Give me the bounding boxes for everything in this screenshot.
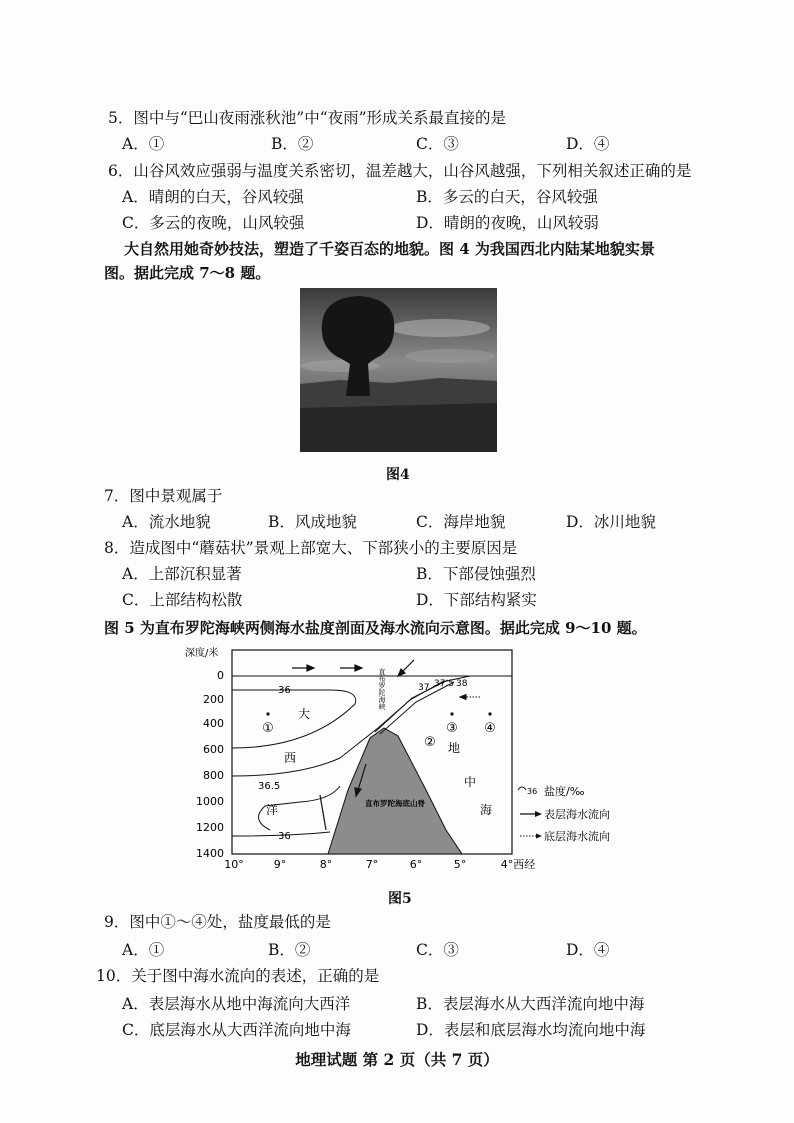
isoline-label: 37.5 — [434, 679, 455, 689]
point-4-label: ④ — [484, 721, 496, 736]
atlantic-label: 大 — [298, 707, 311, 721]
bottom-flow-arrowhead — [460, 695, 466, 700]
legend-isoline-symbol — [518, 787, 526, 790]
q6-option-c: C．多云的夜晚，山风较强 — [122, 214, 305, 232]
atlantic-label: 洋 — [266, 803, 279, 817]
surface-flow-arrow — [402, 660, 414, 672]
isoline-37-5 — [380, 682, 454, 734]
isoline-label: 36.5 — [258, 781, 281, 792]
ridge-label: 直布罗陀海底山脊 — [365, 799, 425, 808]
q6-option-a: A．晴朗的白天，谷风较强 — [122, 188, 304, 206]
seabed-ridge — [328, 728, 462, 854]
legend-surface-flow: 表层海水流向 — [544, 808, 610, 821]
intro-7-8-line1: 大自然用她奇妙技法，塑造了千姿百态的地貌。图 4 为我国西北内陆某地貌实景 — [124, 240, 655, 258]
q6-option-b: B．多云的白天，谷风较强 — [416, 188, 598, 206]
q10-option-d: D．表层和底层海水均流向地中海 — [416, 1021, 646, 1039]
q8-option-b: B．下部侵蚀强烈 — [416, 565, 536, 583]
q7-option-c: C．海岸地貌 — [416, 513, 506, 531]
salinity-profile-figure — [180, 640, 610, 880]
surface-flow-arrowhead — [307, 665, 314, 671]
med-label: 地 — [448, 741, 461, 755]
point-1-label: ① — [262, 721, 274, 736]
fig5-ytick: 0 — [217, 669, 224, 682]
q8-option-c: C．上部结构松散 — [122, 591, 243, 609]
surface-flow-arrow — [320, 795, 326, 830]
q7-stem: 7．图中景观属于 — [104, 487, 223, 505]
q9-option-a: A．① — [122, 941, 165, 959]
fig5-xtick: 9° — [273, 858, 287, 871]
point-1-dot — [266, 712, 269, 715]
q10-option-a: A．表层海水从地中海流向大西洋 — [122, 995, 351, 1013]
q6-stem: 6．山谷风效应强弱与温度关系密切，温差越大，山谷风越强，下列相关叙述正确的是 — [108, 162, 692, 180]
legend-bottom-arrowhead — [536, 834, 542, 839]
q5-option-d: D．④ — [566, 135, 610, 153]
q9-option-d: D．④ — [566, 941, 610, 959]
q5-stem: 5．图中与“巴山夜雨涨秋池”中“夜雨”形成关系最直接的是 — [108, 109, 507, 127]
fig4-caption: 图4 — [386, 467, 410, 483]
fig5-ytick: 400 — [203, 717, 224, 730]
q8-option-a: A．上部沉积显著 — [122, 565, 242, 583]
q10-stem: 10．关于图中海水流向的表述，正确的是 — [96, 967, 380, 985]
fig5-ytick: 600 — [203, 743, 224, 756]
q6-option-d: D．晴朗的夜晚，山风较弱 — [416, 214, 599, 232]
fig5-xtick: 5° — [453, 858, 467, 871]
legend-surface-arrowhead — [535, 811, 542, 817]
fig5-xtick: 6° — [409, 858, 423, 871]
atlantic-label: 西 — [284, 751, 297, 765]
q8-stem: 8．造成图中“蘑菇状”景观上部宽大、下部狭小的主要原因是 — [104, 539, 518, 557]
intro-9-10: 图 5 为直布罗陀海峡两侧海水盐度剖面及海水流向示意图。据此完成 9～10 题。 — [104, 619, 647, 637]
med-label: 海 — [480, 803, 493, 817]
fig5-ylabel: 深度/米 — [185, 648, 219, 659]
isoline-label: 37 — [418, 683, 430, 693]
surface-flow-arrowhead — [355, 665, 362, 671]
fig5-xtick: 4°西经 — [500, 858, 536, 871]
fig5-ytick: 1200 — [196, 821, 224, 834]
isoline-label: 36 — [278, 831, 291, 842]
fig5-ytick: 1400 — [196, 847, 224, 860]
fig5-ytick: 200 — [203, 693, 224, 706]
fig5-xtick: 7° — [365, 858, 379, 871]
q5-option-b: B．② — [271, 135, 314, 153]
fig5-xtick: 8° — [319, 858, 333, 871]
q7-option-a: A．流水地貌 — [122, 513, 211, 531]
q5-option-c: C．③ — [416, 135, 459, 153]
legend-salinity: 盐度/‰ — [544, 785, 585, 798]
q9-stem: 9．图中①～④处，盐度最低的是 — [104, 913, 331, 931]
strait-label: 直布罗陀海峡 — [378, 668, 386, 710]
q10-option-b: B．表层海水从大西洋流向地中海 — [416, 995, 645, 1013]
isoline-label: 36 — [278, 685, 291, 696]
q9-option-c: C．③ — [416, 941, 459, 959]
page-footer: 地理试题 第 2 页（共 7 页） — [295, 1050, 499, 1069]
q9-option-b: B．② — [268, 941, 311, 959]
q10-option-c: C．底层海水从大西洋流向地中海 — [122, 1021, 351, 1039]
intro-7-8-line2: 图。据此完成 7～8 题。 — [104, 264, 271, 282]
isoline-36-upper — [232, 690, 356, 748]
fig5-ytick: 1000 — [196, 795, 224, 808]
point-4-dot — [488, 712, 491, 715]
point-3-label: ③ — [446, 721, 458, 736]
q8-option-d: D．下部结构紧实 — [416, 591, 537, 609]
q5-option-a: A．① — [122, 135, 165, 153]
q7-option-b: B．风成地貌 — [268, 513, 357, 531]
q7-option-d: D．冰川地貌 — [566, 513, 656, 531]
legend-bottom-flow: 底层海水流向 — [544, 830, 610, 843]
point-2-label: ② — [424, 735, 436, 750]
isoline-label: 38 — [456, 679, 468, 689]
mushroom-rock-photo — [300, 288, 497, 452]
med-label: 中 — [464, 775, 477, 789]
fig5-caption: 图5 — [388, 891, 412, 907]
fig5-xtick: 10° — [224, 858, 244, 871]
point-3-dot — [450, 712, 453, 715]
legend-isoline-value: 36 — [527, 787, 538, 796]
fig5-ytick: 800 — [203, 769, 224, 782]
